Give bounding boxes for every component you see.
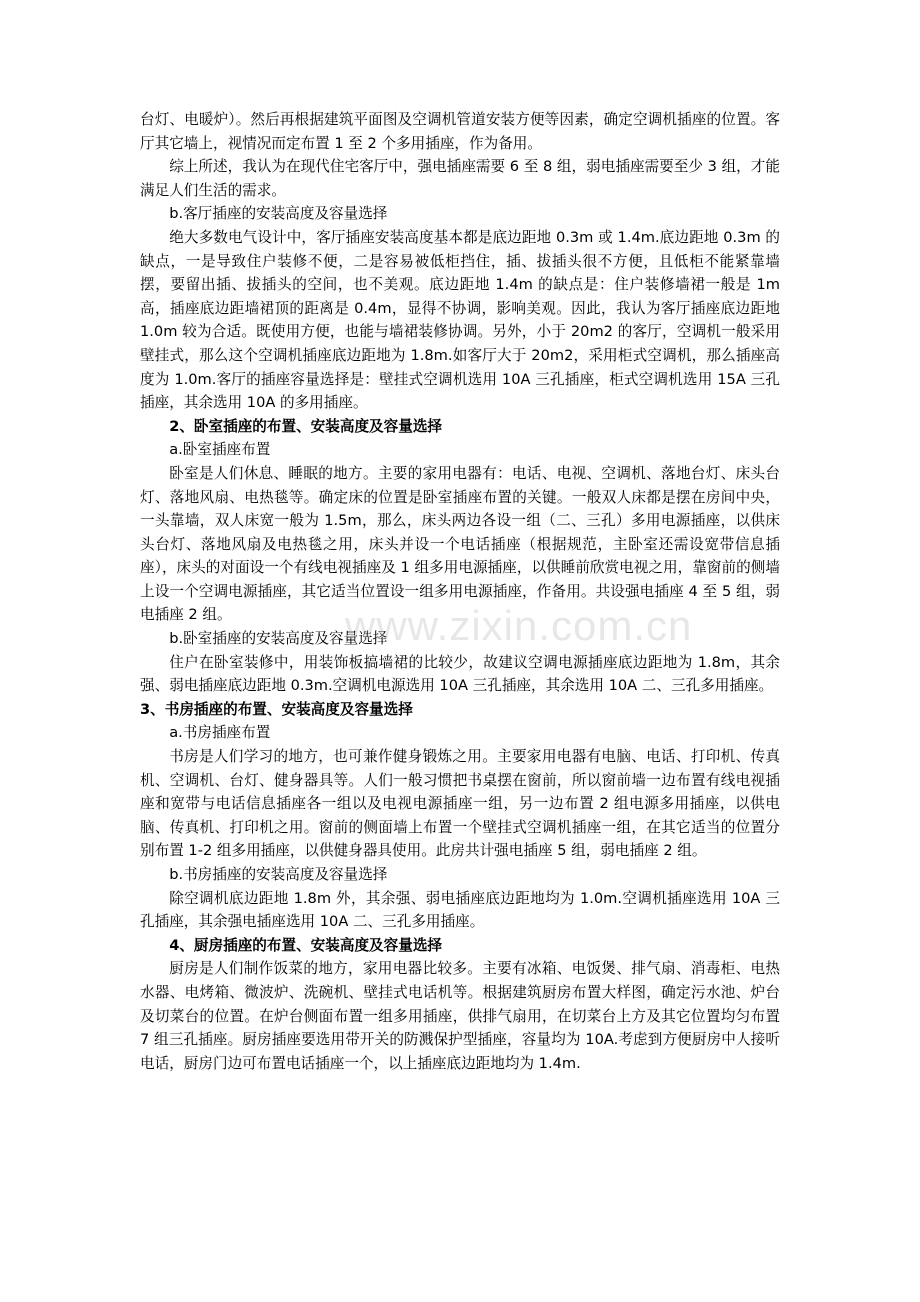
- subheading-study-layout: a.书房插座布置: [169, 724, 271, 742]
- heading-study: 3、书房插座的布置、安装高度及容量选择: [140, 700, 413, 718]
- paragraph-bedroom-layout: 卧室是人们休息、睡眠的地方。主要的家用电器有：电话、电视、空调机、落地台灯、床头台灯、落地风扇、电热毯等。确定床的位置是卧室插座布置的关键。一般双人床都是摆在房间中央，一头靠墙，双人床宽一般为 1.5m，那么，床头两边各设一组（二、三孔）多用电源插座，以供床头台灯、落地风扇及电热毯之用，床头并设一个电话插座（根据规范，主卧室还需设宽带信息插座），床头的对面设一个有线电视插座及 1 组多用电源插座，以供睡前欣赏电视之用，靠窗前的侧墙上设一个空调电源插座，其它适当位置设一组多用电源插座，作备用。共设强电插座 4 至 5 组，弱电插座 2 组。: [140, 464, 780, 624]
- subheading-living-room-height: b.客厅插座的安装高度及容量选择: [169, 205, 388, 223]
- paragraph-study-layout: 书房是人们学习的地方，也可兼作健身锻炼之用。主要家用电器有电脑、电话、打印机、传真机、空调机、台灯、健身器具等。人们一般习惯把书桌摆在窗前，所以窗前墙一边布置有线电视插座和宽带与电话信息插座各一组以及电视电源插座一组，另一边布置 2 组电源多用插座，以供电脑、传真机、打印机之用。窗前的侧面墙上布置一个壁挂式空调机插座一组，在其它适当的位置分别布置 1-2 组多用插座，以供健身器具使用。此房共计强电插座 5 组，弱电插座 2 组。: [140, 748, 780, 860]
- paragraph-study-height: 除空调机底边距地 1.8m 外，其余强、弱电插座底边距地均为 1.0m.空调机插座选用 10A 三孔插座，其余强电插座选用 10A 二、三孔多用插座。: [140, 889, 780, 931]
- paragraph-intro-continuation: 台灯、电暖炉）。然后再根据建筑平面图及空调机管道安装方便等因素，确定空调机插座的位置。客厅其它墙上，视情况而定布置 1 至 2 个多用插座，作为备用。: [140, 111, 780, 152]
- paragraph-living-room-summary: 综上所述，我认为在现代住宅客厅中，强电插座需要 6 至 8 组，弱电插座需要至少 3 组，才能满足人们生活的需求。: [140, 158, 780, 199]
- watermark: www.zixin.com.cn: [345, 602, 693, 649]
- paragraph-kitchen-layout: 厨房是人们制作饭菜的地方，家用电器比较多。主要有冰箱、电饭煲、排气扇、消毒柜、电热水器、电烤箱、微波炉、洗碗机、壁挂式电话机等。根据建筑厨房布置大样图，确定污水池、炉台及切菜台的位置。在炉台侧面布置一组多用插座，供排气扇用，在切菜台上方及其它位置均匀布置 7 组三孔插座。厨房插座要选用带开关的防溅保护型插座，容量均为 10A.考虑到方便厨房中人接听电话，厨房门边可布置电话插座一个，以上插座底边距地均为 1.4m.: [140, 960, 780, 1072]
- subheading-bedroom-layout: a.卧室插座布置: [169, 441, 271, 459]
- subheading-bedroom-height: b.卧室插座的安装高度及容量选择: [169, 630, 388, 648]
- document-page: [140, 108, 780, 1075]
- paragraph-living-room-height: 绝大多数电气设计中，客厅插座安装高度基本都是底边距地 0.3m 或 1.4m.底边距地 0.3m 的缺点，一是导致住户装修不便，二是容易被低柜挡住，插、拔插头很不方便，且低柜不能紧靠墙摆，要留出插、拔插头的空间，也不美观。底边距地 1.4m 的缺点是：住户装修墙裙一般是 1m 高，插座底边距墙裙顶的距离是 0.4m，显得不协调，影响美观。因此，我认为客厅插座底边距地 1.0m 较为合适。既使用方便，也能与墙裙装修协调。另外，小于 20m2 的客厅，空调机一般采用壁挂式，那么这个空调机插座底边距地为 1.8m.如客厅大于 20m2，采用柜式空调机，那么插座高度为 1.0m.客厅的插座容量选择是：壁挂式空调机选用 10A 三孔插座，柜式空调机选用 15A 三孔插座，其余选用 10A 的多用插座。: [140, 228, 780, 412]
- heading-bedroom: 2、卧室插座的布置、安装高度及容量选择: [169, 417, 443, 435]
- subheading-study-height: b.书房插座的安装高度及容量选择: [169, 866, 388, 883]
- heading-kitchen: 4、厨房插座的布置、安装高度及容量选择: [169, 936, 443, 954]
- paragraph-bedroom-height: 住户在卧室装修中，用装饰板搞墙裙的比较少，故建议空调电源插座底边距地为 1.8m，其余强、弱电插座底边距地 0.3m.空调机电源选用 10A 三孔插座，其余选用 10A 二、三孔多用插座。: [140, 653, 780, 695]
